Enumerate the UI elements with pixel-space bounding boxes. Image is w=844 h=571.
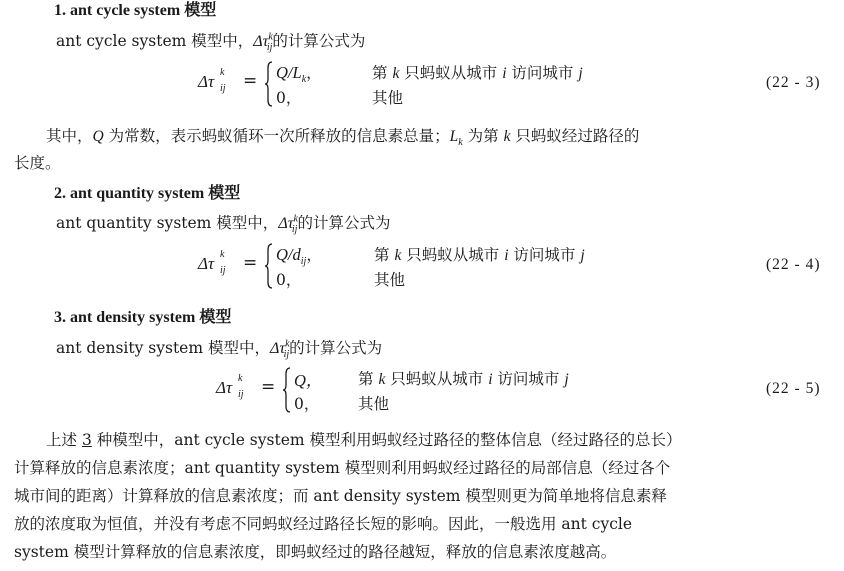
expl-c: 为第 — [462, 127, 504, 145]
case-1-condition — [372, 61, 583, 83]
section-3-heading: 3. ant density system 模型 — [54, 309, 232, 326]
equals-sign: = — [243, 253, 258, 273]
equation-22-5 — [216, 366, 838, 414]
cond-a: 第 — [372, 64, 393, 82]
expl-d: 只蚂蚁经过路径的 — [510, 127, 640, 145]
equation-number: (22 - 3) — [766, 74, 821, 91]
case-1-expr: Q/L — [276, 63, 302, 82]
conclusion-line-5: system 模型计算释放的信息素浓度，即蚂蚁经过的路径越短，释放的信息素浓度越高。 — [14, 543, 617, 561]
lhs-delta-tau: Δτ — [198, 254, 215, 273]
equals-sign: = — [243, 71, 258, 91]
section-2-intro-suffix: 的计算公式为 — [297, 214, 391, 232]
intro-tau-sup: k — [285, 338, 290, 350]
section-2-intro-tau — [278, 213, 298, 236]
left-brace-icon — [264, 242, 274, 290]
case-1-condition — [358, 367, 569, 389]
case-1-expression — [294, 367, 322, 393]
cond-k: k — [378, 371, 386, 388]
intro-tau-sup: k — [268, 31, 273, 43]
cond-k: k — [392, 65, 400, 82]
expl-Q: Q — [92, 128, 104, 145]
intro-tau-sub: ij — [283, 349, 290, 361]
lhs-sup: k — [220, 67, 225, 78]
case-1-comma: ， — [306, 64, 322, 82]
cond-b: 只蚂蚁从城市 — [401, 246, 505, 264]
case-1-sub: k — [301, 74, 307, 86]
conclusion-line-2: 计算释放的信息素浓度；ant quantity system 模型则利用蚂蚁经过路径的局部信息（经过各个 — [14, 459, 671, 477]
expl-b: 为常数，表示蚂蚁循环一次所释放的信息素总量； — [103, 127, 450, 145]
cond-j: j — [580, 247, 585, 264]
intro-tau-symbol: Δτ — [278, 215, 294, 232]
intro-tau-sub: ij — [291, 224, 298, 236]
section-3-intro-suffix: 的计算公式为 — [289, 339, 383, 357]
intro-tau-sup: k — [293, 213, 298, 225]
case-1-expr: Q/d — [276, 245, 301, 264]
intro-tau-sub: ij — [266, 42, 273, 54]
case-1-sub: ij — [300, 256, 307, 268]
cond-i: i — [488, 371, 493, 388]
section-1-intro-suffix: 的计算公式为 — [272, 32, 366, 50]
section-2-intro — [56, 211, 390, 235]
section-3-intro-prefix: ant density system 模型中， — [56, 339, 270, 357]
equation-lhs — [198, 67, 226, 94]
lhs-sub: ij — [238, 389, 244, 400]
conclusion-line-1 — [46, 428, 682, 450]
equation-22-4 — [198, 242, 838, 290]
equation-lhs — [216, 373, 244, 400]
case-2-condition: 其他 — [358, 395, 390, 413]
section-3-intro-tau — [269, 338, 290, 361]
expl-a: 其中， — [46, 127, 93, 145]
lhs-sup: k — [220, 249, 225, 260]
intro-tau-symbol: Δτ — [253, 33, 269, 50]
cond-b: 只蚂蚁从城市 — [385, 370, 489, 388]
cond-c: 访问城市 — [492, 370, 565, 388]
lhs-delta-tau: Δτ — [216, 378, 233, 397]
case-2-condition: 其他 — [372, 89, 404, 107]
conclusion-line-1-a: 上述 — [46, 431, 82, 449]
case-1-condition — [374, 243, 585, 265]
section-2-heading: 2. ant quantity system 模型 — [54, 185, 241, 202]
conclusion-line-4: 放的浓度取为恒值，并没有考虑不同蚂蚁经过路径长短的影响。因此，一般选用 ant cycle — [14, 515, 633, 533]
case-1-expr: Q， — [294, 371, 323, 390]
expl-Lsub: k — [458, 137, 463, 149]
case-1-expression — [276, 61, 322, 85]
section-1-intro — [56, 29, 365, 53]
lhs-sub: ij — [220, 265, 226, 276]
section-3-intro — [56, 336, 382, 360]
left-brace-icon — [264, 60, 274, 108]
cond-c: 访问城市 — [508, 246, 581, 264]
case-2-expression: 0， — [294, 395, 320, 413]
lhs-delta-tau: Δτ — [198, 72, 215, 91]
section-1-explanation-line-2: 长度。 — [14, 154, 61, 172]
section-1-heading: 1. ant cycle system 模型 — [54, 2, 217, 19]
cond-i: i — [502, 65, 507, 82]
expl-L: L — [449, 128, 459, 145]
section-1-intro-tau — [253, 31, 273, 54]
cond-b: 只蚂蚁从城市 — [399, 64, 503, 82]
cond-a: 第 — [374, 246, 395, 264]
section-1-intro-prefix: ant cycle system 模型中， — [56, 32, 254, 50]
case-2-expression: 0， — [276, 271, 302, 289]
cond-j: j — [564, 371, 569, 388]
expl-k: k — [503, 128, 511, 145]
section-1-explanation-line-1 — [46, 124, 639, 148]
equation-number: (22 - 4) — [766, 256, 821, 273]
cond-c: 访问城市 — [506, 64, 579, 82]
cond-a: 第 — [358, 370, 379, 388]
equation-lhs — [198, 249, 226, 276]
case-1-comma: ， — [306, 246, 322, 264]
case-1-expression — [276, 243, 322, 267]
equation-22-3 — [198, 60, 838, 108]
cond-i: i — [504, 247, 509, 264]
case-2-condition: 其他 — [374, 271, 406, 289]
equals-sign: = — [261, 377, 276, 397]
equation-number: (22 - 5) — [766, 380, 821, 397]
lhs-sup: k — [238, 373, 243, 384]
conclusion-line-3: 城市间的距离）计算释放的信息素浓度；而 ant density system 模型则更为简单地将信息素释 — [14, 487, 667, 505]
case-2-expression: 0， — [276, 89, 302, 107]
lhs-sub: ij — [220, 83, 226, 94]
cond-k: k — [394, 247, 402, 264]
conclusion-line-1-b: 种模型中，ant cycle system 模型利用蚂蚁经过路径的整体信息（经过路径的总长） — [91, 431, 682, 449]
intro-tau-symbol: Δτ — [269, 340, 286, 357]
conclusion-line-1-num: 3 — [81, 431, 92, 449]
left-brace-icon — [282, 366, 292, 414]
section-2-intro-prefix: ant quantity system 模型中， — [56, 214, 279, 232]
cond-j: j — [578, 65, 583, 82]
